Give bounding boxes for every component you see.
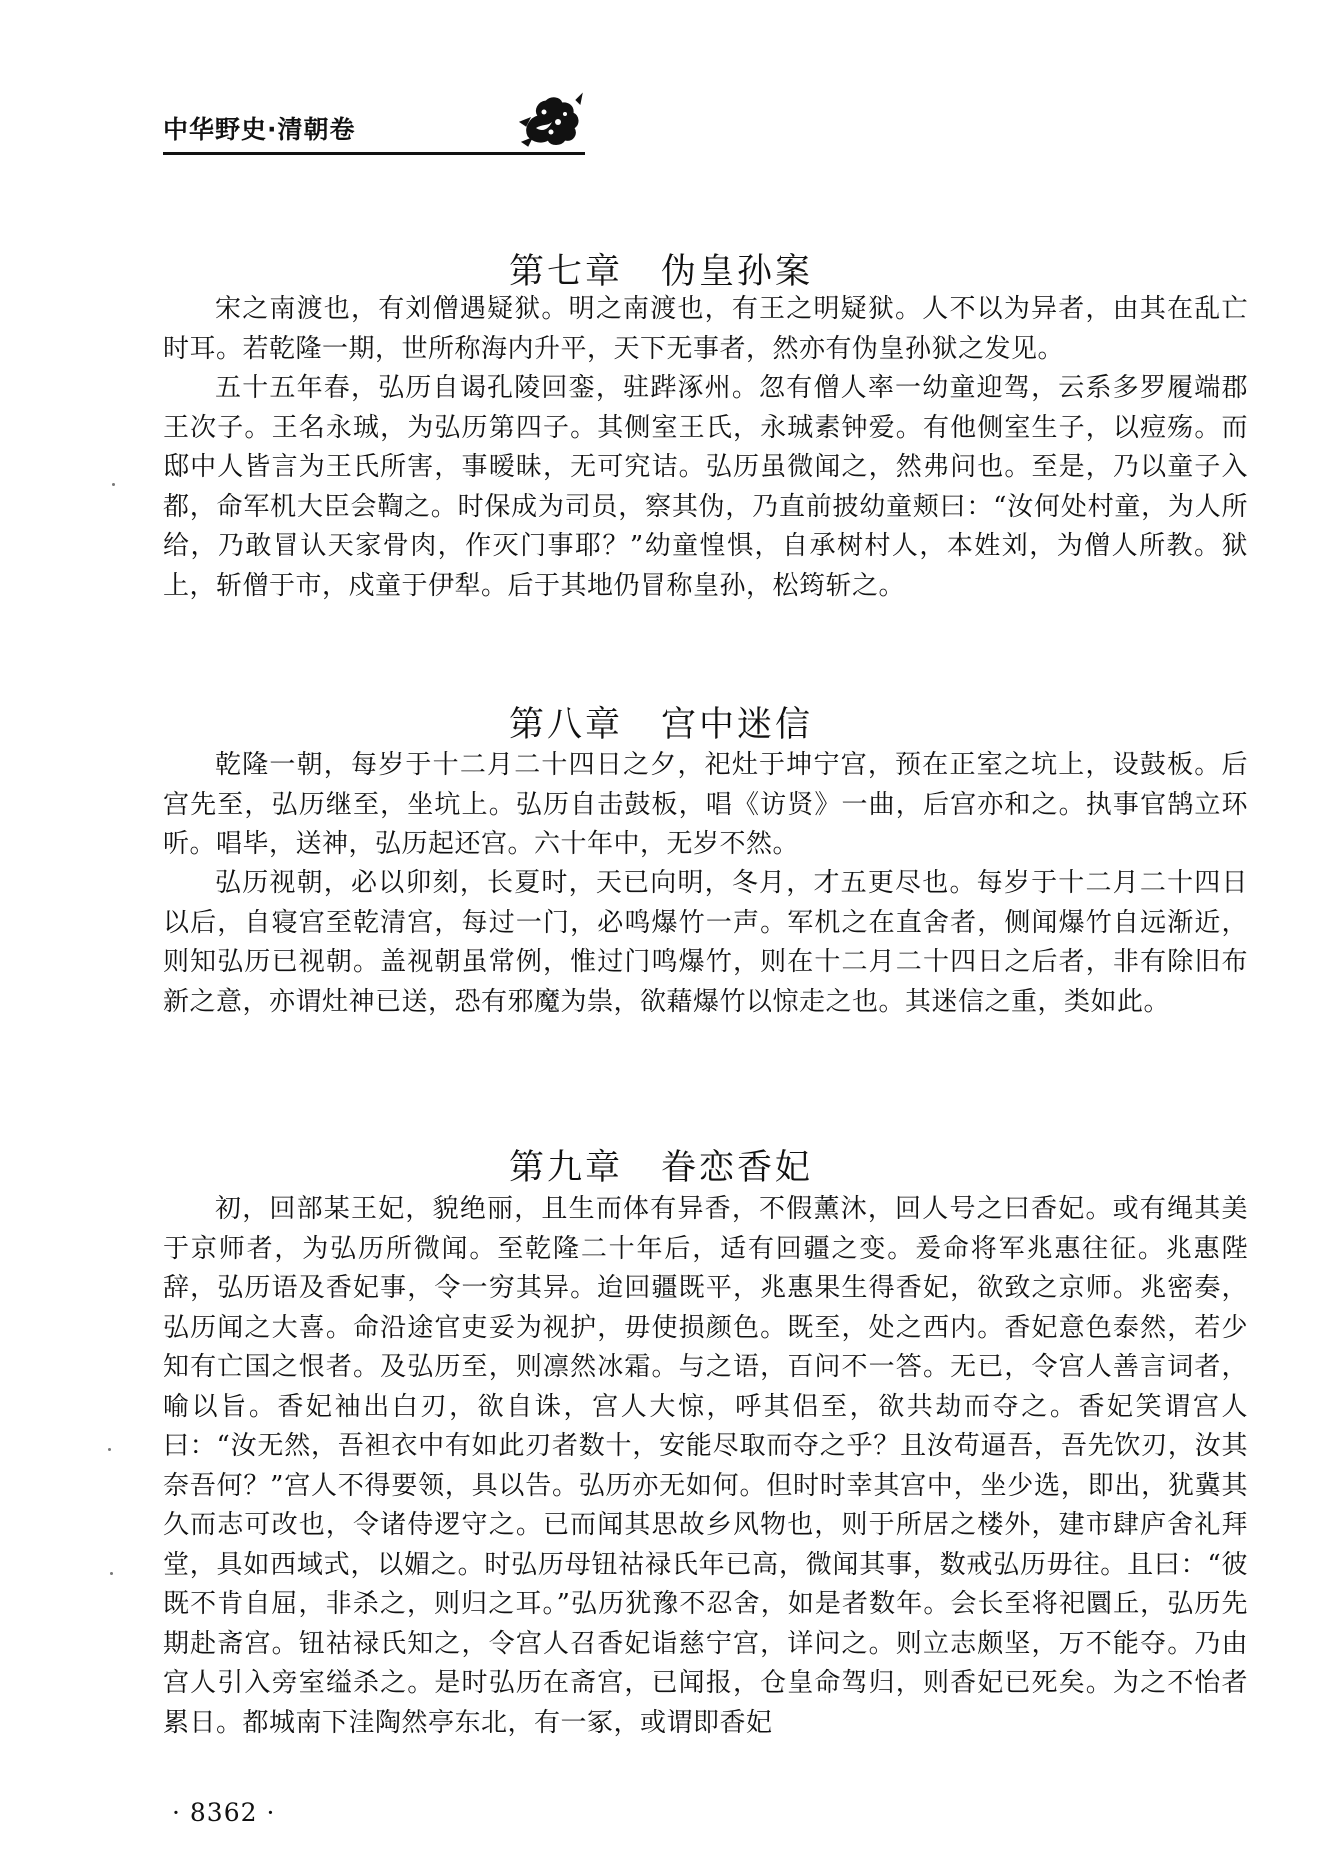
chapter-9-title: 第九章 眷恋香妃 [508, 1148, 813, 1189]
margin-speck [110, 1572, 113, 1575]
dragon-emblem-icon [518, 92, 584, 148]
chapter-7-paragraph-2: 五十五年春，弘历自谒孔陵回銮，驻跸涿州。忽有僧人率一幼童迎驾，云系多罗履端郡王次子。王名永珹，为弘历第四子。其侧室王氏，永珹素钟爱。有他侧室生子，以痘殇。而邸中人皆言为王氏所害，事暧昧，无可究诘。弘历虽微闻之，然弗问也。至是，乃以童子入都，命军机大臣会鞫之。时保成为司员，察其伪，乃直前披幼童颊曰：“汝何处村童，为人所给，乃敢冒认天家骨肉，作灭门事耶？”幼童惶惧，自承树村人，本姓刘，为僧人所教。狱上，斩僧于市，戍童于伊犁。后于其地仍冒称皇孙，松筠斩之。 [163, 373, 1248, 601]
chapter-9-paragraph-1: 初，回部某王妃，貌绝丽，且生而体有异香，不假薰沐，回人号之曰香妃。或有绳其美于京师者，为弘历所微闻。至乾隆二十年后，适有回疆之变。爰命将军兆惠往征。兆惠陛辞，弘历语及香妃事，令一穷其异。迨回疆既平，兆惠果生得香妃，欲致之京师。兆密奏，弘历闻之大喜。命沿途官吏妥为视护，毋使损颜色。既至，处之西内。香妃意色泰然，若少知有亡国之恨者。及弘历至，则凛然冰霜。与之语，百问不一答。无已，令宫人善言词者，喻以旨。香妃袖出白刃，欲自诛，宫人大惊，呼其侣至，欲共劫而夺之。香妃笑谓宫人曰：“汝无然，吾袒衣中有如此刃者数十，安能尽取而夺之乎？且汝苟逼吾，吾先饮刃，汝其奈吾何？”宫人不得要领，具以告。弘历亦无如何。但时时幸其宫中，坐少选，即出，犹冀其久而志可改也，令诸侍逻守之。已而闻其思故乡风物也，则于所居之楼外，建市肆庐舍礼拜堂，具如西域式，以媚之。时弘历母钮祜禄氏年已高，微闻其事，数戒弘历毋往。且曰：“彼既不肯自屈，非杀之，则归之耳。”弘历犹豫不忍舍，如是者数年。会长至将祀圜丘，弘历先期赴斋宫。钮祜禄氏知之，令宫人召香妃诣慈宁宫，详问之。则立志颇坚，万不能夺。乃由宫人引入旁室缢杀之。是时弘历在斋宫，已闻报，仓皇命驾归，则香妃已死矣。为之不怡者累日。都城南下洼陶然亭东北，有一冢，或谓即香妃 [163, 1194, 1248, 1738]
book-title: 中华野史·清朝卷 [163, 115, 356, 144]
margin-speck [112, 483, 115, 486]
header-rule [163, 152, 585, 155]
running-header [163, 92, 585, 156]
chapter-8-paragraph-1: 乾隆一朝，每岁于十二月二十四日之夕，祀灶于坤宁宫，预在正室之坑上，设鼓板。后宫先至，弘历继至，坐坑上。弘历自击鼓板，唱《访贤》一曲，后宫亦和之。执事官鹄立环听。唱毕，送神，弘历起还宫。六十年中，无岁不然。 [163, 750, 1248, 859]
page-number: · 8362 · [172, 1798, 276, 1827]
chapter-7-title: 第七章 伪皇孙案 [508, 252, 813, 293]
margin-speck [108, 1448, 111, 1451]
chapter-8-paragraph-2: 弘历视朝，必以卯刻，长夏时，天已向明，冬月，才五更尽也。每岁于十二月二十四日以后，自寝宫至乾清宫，每过一门，必鸣爆竹一声。军机之在直舍者，侧闻爆竹自远渐近，则知弘历已视朝。盖视朝虽常例，惟过门鸣爆竹，则在十二月二十四日之后者，非有除旧布新之意，亦谓灶神已送，恐有邪魔为祟，欲藉爆竹以惊走之也。其迷信之重，类如此。 [163, 868, 1248, 1017]
chapter-8-title: 第八章 宫中迷信 [508, 705, 813, 746]
chapter-7-paragraph-1: 宋之南渡也，有刘僧遇疑狱。明之南渡也，有王之明疑狱。人不以为异者，由其在乱亡时耳。若乾隆一期，世所称海内升平，天下无事者，然亦有伪皇孙狱之发见。 [163, 294, 1248, 364]
